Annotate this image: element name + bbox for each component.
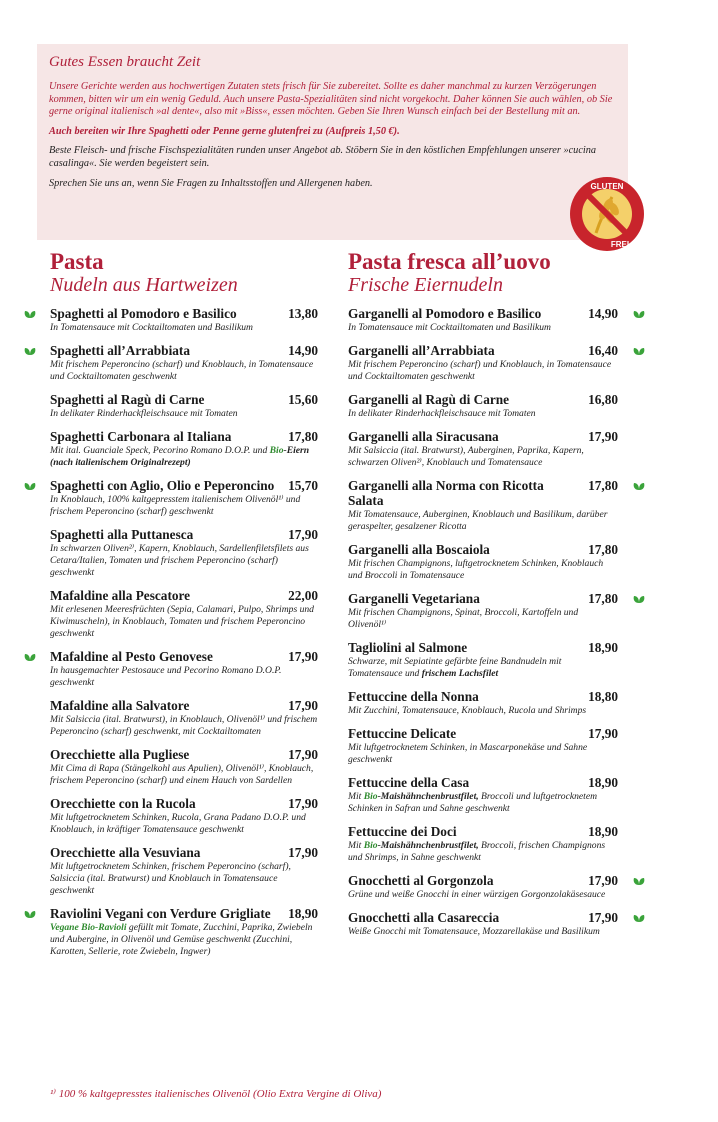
dish-name: Raviolini Vegani con Verdure Grigliate: [50, 906, 271, 921]
dish-description: [50, 812, 318, 836]
dish-price: 18,90: [588, 824, 618, 839]
menu-item: [50, 392, 318, 420]
desc-bold: -Maishähnchenbrustfilet,: [377, 840, 479, 851]
dish-name: Orecchiette alla Pugliese: [50, 747, 190, 762]
dish-description: [50, 322, 318, 334]
desc-text: Mit Salsiccia (ital. Bratwurst), in Knoblauch, Olivenöl¹⁾ und frischem Peperoncino (scharf) geschwenkt, mit Cocktailtomaten: [50, 714, 318, 737]
fresca-column: [348, 249, 618, 947]
gluten-free-badge-icon: [568, 175, 646, 253]
dish-price: 17,90: [288, 698, 318, 713]
desc-text: In Knoblauch, 100% kaltgepresstem italienischem Olivenöl¹⁾ und frischem Peperoncino (scharf) geschwenkt: [50, 494, 301, 517]
dish-price: 18,90: [588, 640, 618, 655]
dish-description: [50, 763, 318, 787]
desc-text: Mit Cima di Rapa (Stängelkohl aus Apulien), Olivenöl¹⁾, Knoblauch, frischem Peperoncino (scharf) und einem Hauch von Sardellen: [50, 763, 314, 786]
dish-name: Orecchiette con la Rucola: [50, 796, 196, 811]
dish-name: Spaghetti Carbonara al Italiana: [50, 429, 232, 444]
desc-text: Mit Zucchini, Tomatensauce, Knoblauch, Rucola und Shrimps: [348, 705, 587, 716]
menu-item: [348, 478, 618, 533]
dish-name: Garganelli alla Siracusana: [348, 429, 499, 444]
dish-description: [348, 705, 618, 717]
dish-price: 17,80: [288, 429, 318, 444]
dish-description: [50, 861, 318, 897]
dish-price: 17,90: [288, 649, 318, 664]
desc-text: Mit frischem Peperoncino (scharf) und Knoblauch, in Tomatensauce und Cocktailtomaten geschwenkt: [50, 359, 314, 382]
vegetarian-leaf-icon: [632, 346, 646, 357]
dish-name: Garganelli all’Arrabbiata: [348, 343, 495, 358]
desc-text: Mit Tomatensauce, Auberginen, Knoblauch und Basilikum, darüber geraspelter, gesalzener Ricotta: [348, 509, 608, 532]
vegetarian-leaf-icon: [23, 481, 37, 492]
desc-text: Schwarze, mit Sepiatinte gefärbte feine Bandnudeln mit Tomatensauce und: [348, 656, 562, 679]
dish-price: 18,80: [588, 689, 618, 704]
desc-text: gefüllt mit Tomate, Zucchini, Paprika, Zwiebeln und Aubergine, in Olivenöl und Gemüse geschwenkt (Zucchini, Karotten, Sellerie, rote Zwiebeln, Ingwer): [50, 922, 313, 957]
desc-text: Broccoli und luftgetrocknetem Schinken in Safran und Sahne geschwenkt: [348, 791, 598, 814]
menu-item: [50, 429, 318, 469]
footnote: ¹⁾ 100 % kaltgepresstes italienisches Olivenöl (Olio Extra Vergine di Oliva): [50, 1088, 382, 1100]
dish-description: [348, 840, 618, 864]
badge-bottom-text: FREI: [610, 240, 630, 249]
desc-bold: frischem Lachsfilet: [421, 668, 499, 679]
desc-text: Mit: [348, 791, 362, 802]
dish-price: 17,90: [588, 726, 618, 741]
desc-text: Weiße Gnocchi mit Tomatensauce, Mozzarellakäse und Basilikum: [348, 926, 600, 937]
dish-price: 14,90: [288, 343, 318, 358]
desc-text: In delikater Rinderhackfleischsauce mit Tomaten: [348, 408, 536, 419]
bio-label: Vegane Bio-Ravioli: [50, 922, 127, 933]
dish-price: 17,90: [588, 873, 618, 888]
desc-text: Mit frischen Champignons, luftgetrocknetem Schinken, Knoblauch und Broccoli in Tomatensauce: [348, 558, 604, 581]
menu-item: [50, 649, 318, 689]
bio-label: Bio: [269, 445, 284, 456]
menu-item: [348, 910, 618, 938]
menu-item: [50, 306, 318, 334]
dish-description: [348, 926, 618, 938]
dish-price: 17,90: [588, 429, 618, 444]
dish-description: [348, 445, 618, 469]
menu-item: [348, 640, 618, 680]
menu-item: [50, 527, 318, 579]
dish-description: [50, 604, 318, 640]
vegetarian-leaf-icon: [632, 913, 646, 924]
desc-text: Broccoli, frischen Champignons und Shrimps, in Sahne geschwenkt: [348, 840, 606, 863]
menu-item: [50, 747, 318, 787]
dish-price: 16,80: [588, 392, 618, 407]
dish-price: 17,90: [288, 527, 318, 542]
dish-name: Spaghetti alla Puttanesca: [50, 527, 194, 542]
dish-name: Spaghetti al Pomodoro e Basilico: [50, 306, 237, 321]
dish-price: 17,80: [588, 591, 618, 606]
fresca-title: Pasta fresca all’uovo: [348, 249, 551, 274]
dish-name: Tagliolini al Salmone: [348, 640, 468, 655]
menu-item: [348, 306, 618, 334]
menu-item: [50, 845, 318, 897]
dish-description: [348, 791, 618, 815]
desc-text: Mit luftgetrocknetem Schinken, Rucola, Grana Padano D.O.P. und Knoblauch, in kräftiger Tomatensauce geschwenkt: [50, 812, 306, 835]
desc-text: Grüne und weiße Gnocchi in einer würzigen Gorgonzolakäsesauce: [348, 889, 606, 900]
dish-description: [50, 494, 318, 518]
intro-box: [37, 44, 628, 240]
dish-price: 14,90: [588, 306, 618, 321]
desc-text: Mit Salsiccia (ital. Bratwurst), Auberginen, Paprika, Kapern, schwarzen Oliven²⁾, Knoblauch und Tomatensauce: [348, 445, 584, 468]
dish-description: [50, 543, 318, 579]
desc-bold: -Maishähnchenbrustfilet,: [377, 791, 479, 802]
dish-name: Fettuccine della Casa: [348, 775, 470, 790]
intro-paragraph-1: Unsere Gerichte werden aus hochwertigen Zutaten stets frisch für Sie zubereitet. Sollte es daher manchmal zu kurzen Verzögerungen kommen, bitten wir um ein wenig Geduld. Auch unsere Pasta-Spezialitäten sind nicht vorgekocht. Daher können Sie auch wählen, ob Sie gerne original italienisch »al dente«, also mit »Biss«, essen möchten. Geben Sie Ihren Wunsch einfach bei der Bestellung mit an.: [49, 81, 613, 118]
dish-description: [50, 714, 318, 738]
badge-top-text: GLUTEN: [590, 182, 624, 191]
dish-name: Garganelli Vegetariana: [348, 591, 480, 606]
dish-name: Mafaldine al Pesto Genovese: [50, 649, 213, 664]
menu-item: [348, 873, 618, 901]
dish-description: [50, 445, 318, 469]
dish-name: Garganelli al Pomodoro e Basilico: [348, 306, 542, 321]
menu-item: [348, 775, 618, 815]
desc-text: Mit erlesenen Meeresfrüchten (Sepia, Calamari, Pulpo, Shrimps und Kiwimuscheln), in Knoblauch, Tomaten und frischem Peperoncino geschwenkt: [50, 604, 314, 639]
pasta-subtitle: Nudeln aus Hartweizen: [50, 274, 238, 296]
dish-name: Garganelli al Ragù di Carne: [348, 392, 510, 407]
bio-label: Bio: [363, 840, 378, 851]
dish-price: 22,00: [288, 588, 318, 603]
desc-text: Mit luftgetrocknetem Schinken, in Mascarponekäse und Sahne geschwenkt: [348, 742, 588, 765]
dish-price: 15,60: [288, 392, 318, 407]
dish-name: Mafaldine alla Pescatore: [50, 588, 191, 603]
dish-price: 17,90: [588, 910, 618, 925]
desc-text: Mit luftgetrocknetem Schinken, frischem Peperoncino (scharf), Salsiccia (ital. Bratwurst) und Knoblauch in Tomatensauce geschwenkt: [50, 861, 291, 896]
dish-name: Mafaldine alla Salvatore: [50, 698, 190, 713]
dish-price: 16,40: [588, 343, 618, 358]
menu-item: [348, 824, 618, 864]
dish-description: [348, 656, 618, 680]
vegetarian-leaf-icon: [23, 652, 37, 663]
dish-description: [348, 359, 618, 383]
dish-name: Fettuccine dei Doci: [348, 824, 457, 839]
menu-item: [348, 591, 618, 631]
dish-description: [348, 607, 618, 631]
menu-item: [50, 906, 318, 958]
dish-name: Orecchiette alla Vesuviana: [50, 845, 201, 860]
dish-description: [348, 509, 618, 533]
menu-item: [50, 478, 318, 518]
desc-text: In hausgemachter Pestosauce und Pecorino Romano D.O.P. geschwenkt: [50, 665, 282, 688]
pasta-list: [50, 306, 318, 958]
desc-text: Mit frischen Champignons, Spinat, Broccoli, Kartoffeln und Olivenöl¹⁾: [348, 607, 579, 630]
vegetarian-leaf-icon: [23, 309, 37, 320]
menu-item: [50, 343, 318, 383]
dish-name: Gnocchetti al Gorgonzola: [348, 873, 494, 888]
menu-item: [50, 796, 318, 836]
menu-item: [50, 698, 318, 738]
dish-price: 17,90: [288, 747, 318, 762]
dish-price: 17,80: [588, 478, 618, 493]
dish-name: Fettuccine Delicate: [348, 726, 457, 741]
gluten-free-note: Auch bereiten wir Ihre Spaghetti oder Penne gerne glutenfrei zu (Aufpreis 1,50 €).: [49, 125, 400, 137]
dish-price: 17,80: [588, 542, 618, 557]
desc-text: In Tomatensauce mit Cocktailtomaten und Basilikum: [50, 322, 253, 333]
vegetarian-leaf-icon: [632, 594, 646, 605]
dish-price: 18,90: [288, 906, 318, 921]
pasta-title: Pasta: [50, 249, 104, 274]
menu-item: [348, 429, 618, 469]
dish-price: 17,90: [288, 845, 318, 860]
desc-text: Mit: [348, 840, 362, 851]
bio-label: Bio: [363, 791, 378, 802]
menu-item: [348, 542, 618, 582]
menu-item: [348, 392, 618, 420]
desc-text: In Tomatensauce mit Cocktailtomaten und Basilikum: [348, 322, 551, 333]
desc-text: Mit ital. Guanciale Speck, Pecorino Romano D.O.P. und: [50, 445, 268, 456]
dish-description: [50, 408, 318, 420]
menu-item: [348, 726, 618, 766]
fresca-list: [348, 306, 618, 938]
pasta-column: [50, 249, 318, 967]
dish-price: 18,90: [588, 775, 618, 790]
desc-text: In schwarzen Oliven²⁾, Kapern, Knoblauch, Sardellenfiletsfilets aus Cetara/Italien, Tomaten und frischem Peperoncino (scharf) geschwenkt: [50, 543, 309, 578]
dish-description: [348, 408, 618, 420]
intro-paragraph-3: Beste Fleisch- und frische Fischspezialitäten runden unser Angebot ab. Stöbern Sie in den köstlichen Empfehlungen unserer »cucina casalinga«. Sie werden begeistert sein.: [49, 145, 597, 169]
menu-item: [50, 588, 318, 640]
fresca-subtitle: Frische Eiernudeln: [348, 274, 503, 296]
dish-description: [348, 322, 618, 334]
vegetarian-leaf-icon: [23, 346, 37, 357]
dish-price: 17,90: [288, 796, 318, 811]
vegetarian-leaf-icon: [632, 309, 646, 320]
dish-price: 15,70: [288, 478, 318, 493]
dish-description: [50, 359, 318, 383]
dish-name: Gnocchetti alla Casareccia: [348, 910, 500, 925]
vegetarian-leaf-icon: [632, 481, 646, 492]
dish-description: [348, 889, 618, 901]
intro-title: Gutes Essen braucht Zeit: [49, 54, 201, 70]
dish-description: [50, 922, 318, 958]
intro-paragraph-4: Sprechen Sie uns an, wenn Sie Fragen zu Inhaltsstoffen und Allergenen haben.: [49, 177, 373, 189]
dish-name: Garganelli alla Boscaiola: [348, 542, 490, 557]
dish-name: Spaghetti con Aglio, Olio e Peperoncino: [50, 478, 275, 493]
dish-name: Spaghetti all’Arrabbiata: [50, 343, 190, 358]
dish-price: 13,80: [288, 306, 318, 321]
dish-name: Spaghetti al Ragù di Carne: [50, 392, 205, 407]
dish-name: Garganelli alla Norma con Ricotta Salata: [348, 478, 544, 508]
menu-item: [348, 689, 618, 717]
menu-item: [348, 343, 618, 383]
vegetarian-leaf-icon: [23, 909, 37, 920]
dish-description: [348, 558, 618, 582]
desc-text: In delikater Rinderhackfleischsauce mit Tomaten: [50, 408, 238, 419]
vegetarian-leaf-icon: [632, 876, 646, 887]
dish-name: Fettuccine della Nonna: [348, 689, 479, 704]
desc-text: Mit frischem Peperoncino (scharf) und Knoblauch, in Tomatensauce und Cocktailtomaten geschwenkt: [348, 359, 612, 382]
dish-description: [348, 742, 618, 766]
dish-description: [50, 665, 318, 689]
desc-bold: -Eiern (nach italienischem Originalrezept): [50, 445, 310, 468]
